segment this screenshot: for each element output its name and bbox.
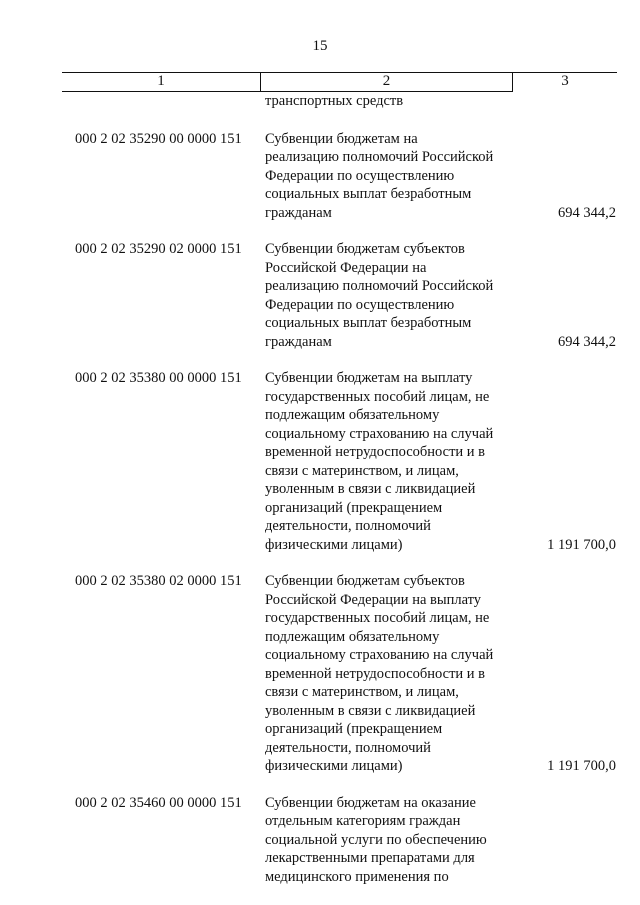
table-row [0,130,640,223]
description-line: подлежащим обязательному [265,628,440,645]
budget-code: 000 2 02 35290 00 0000 151 [75,130,242,147]
budget-code: 000 2 02 35460 00 0000 151 [75,794,242,811]
table-row-continuation [0,92,640,111]
amount: 694 344,2 [558,333,616,350]
description-line: Российской Федерации на [265,259,427,276]
page-number: 15 [312,38,328,54]
budget-code: 000 2 02 35290 02 0000 151 [75,241,242,257]
description-line: Субвенции бюджетам на оказание [265,794,476,811]
description-line: Федерации по осуществлению [265,296,455,313]
amount: 1 191 700,0 [547,536,616,553]
row-description [265,92,504,111]
description-line: Субвенции бюджетам на выплату [265,370,473,386]
header-col-1: 1 [157,73,165,89]
description-line: физическими лицами) [265,536,403,553]
description-line: физическими лицами) [265,758,403,774]
table-body [0,92,640,886]
row-description [265,130,504,223]
header-col-2: 2 [382,73,391,89]
table-header [62,72,617,92]
description-line: организаций (прекращением [265,721,443,737]
description-line: социальных выплат безработным [265,315,472,331]
description-line: Субвенции бюджетам субъектов [265,573,465,589]
description-line: связи с материнством, и лицам, [265,684,459,700]
description-line: уволенным в связи с ликвидацией [265,481,476,497]
description-line: деятельности, полномочий [265,518,431,534]
description-line: реализацию полномочий Российской [265,149,494,165]
description-line: уволенным в связи с ликвидацией [265,702,476,719]
description-line: Субвенции бюджетам субъектов [265,241,465,257]
table-row [0,369,640,554]
amount: 694 344,2 [558,204,616,221]
description-line: медицинского применения по [265,868,449,885]
description-line: гражданам [265,333,332,350]
description-line: социальному страхованию на случай [265,425,494,442]
description-line: подлежащим обязательному [265,407,440,423]
description-line: Российской Федерации на выплату [265,591,482,608]
budget-code: 000 2 02 35380 00 0000 151 [75,370,242,386]
table-row [0,794,640,887]
description-line: социальных выплат безработным [265,186,472,202]
table-row [0,240,640,351]
description-line: временной нетрудоспособности и в [265,444,486,460]
description-line: социальной услуги по обеспечению [265,831,487,848]
description-line: организаций (прекращением [265,499,443,516]
description-line: лекарственными препаратами для [265,850,475,866]
row-description [265,240,504,351]
description-line: государственных пособий лицам, не [265,388,490,405]
description-line: социальному страхованию на случай [265,647,494,663]
budget-code: 000 2 02 35380 02 0000 151 [75,573,242,589]
amount: 1 191 700,0 [547,758,616,774]
row-description [265,572,504,776]
description-line: связи с материнством, и лицам, [265,462,459,479]
row-description [265,369,504,554]
description-line: отдельным категориям граждан [265,813,461,829]
table-row [0,572,640,776]
description-line: реализацию полномочий Российской [265,278,494,294]
description-line: деятельности, полномочий [265,739,431,756]
description-line: Федерации по осуществлению [265,167,455,184]
row-description [265,794,504,887]
description-line: транспортных средств [265,93,404,109]
header-col-3: 3 [561,73,569,89]
description-line: временной нетрудоспособности и в [265,665,486,682]
description-line: гражданам [265,204,332,221]
description-line: государственных пособий лицам, не [265,610,490,626]
description-line: Субвенции бюджетам на [265,130,418,147]
